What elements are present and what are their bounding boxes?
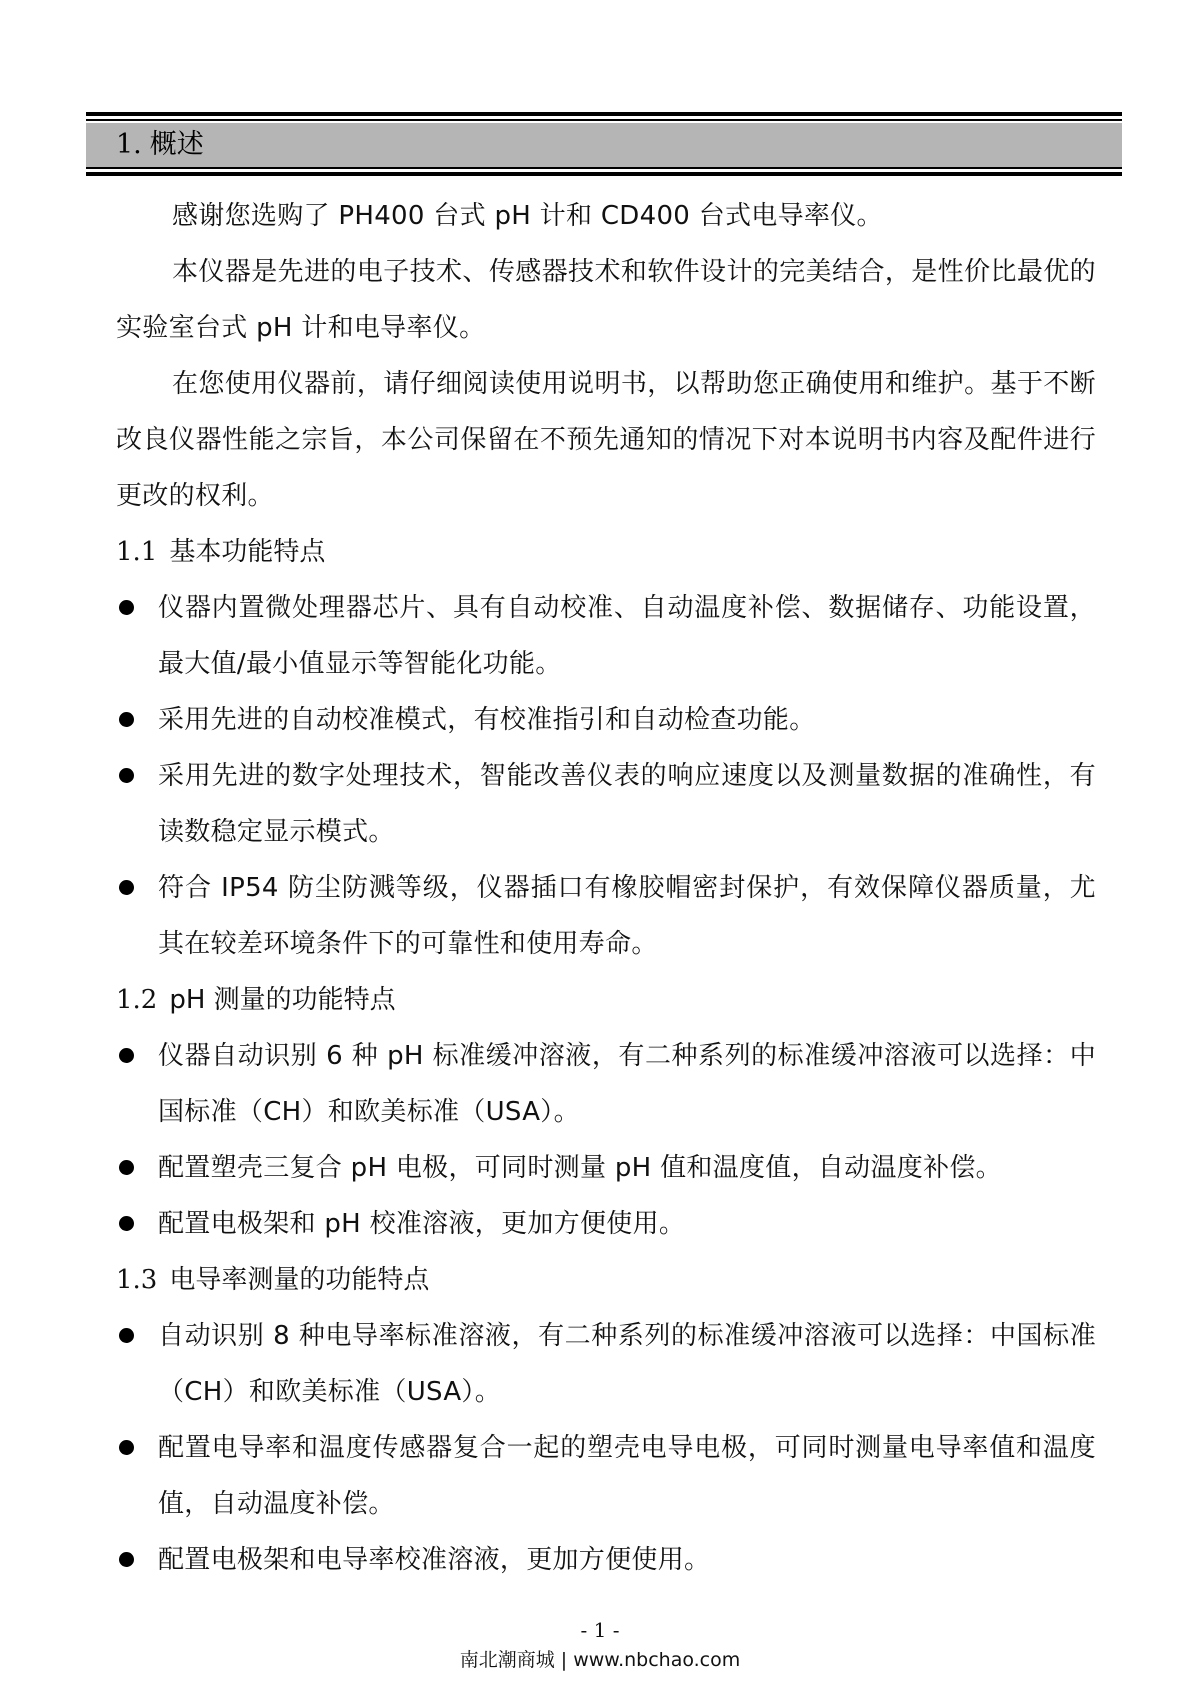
subsection-number: 1.3: [116, 1265, 158, 1295]
intro-paragraph: 本仪器是先进的电子技术、传感器技术和软件设计的完美结合，是性价比最优的实验室台式 pH 计和电导率仪。: [116, 257, 1096, 343]
subsection-heading: [116, 524, 1096, 580]
section-number: 1.: [116, 129, 142, 160]
subsection-title: pH 测量的功能特点: [169, 985, 396, 1015]
subsection-title: 电导率测量的功能特点: [169, 1265, 430, 1295]
list-item-text: 仪器内置微处理器芯片、具有自动校准、自动温度补偿、数据储存、功能设置，最大值/最小值显示等智能化功能。: [158, 593, 1096, 679]
subsection-number: 1.2: [116, 985, 158, 1015]
list-item: [116, 1028, 1096, 1140]
intro-paragraph: 感谢您选购了 PH400 台式 pH 计和 CD400 台式电导率仪。: [172, 201, 883, 231]
list-item-text: 符合 IP54 防尘防溅等级，仪器插口有橡胶帽密封保护，有效保障仪器质量，尤其在较差环境条件下的可靠性和使用寿命。: [158, 873, 1096, 959]
list-item-text: 配置塑壳三复合 pH 电极，可同时测量 pH 值和温度值，自动温度补偿。: [158, 1153, 1002, 1183]
list-item-text: 采用先进的自动校准模式，有校准指引和自动检查功能。: [158, 705, 816, 735]
bullet-dot-icon: [119, 1552, 134, 1567]
list-item: [116, 1196, 1096, 1252]
subsection-heading: [116, 972, 1096, 1028]
bullet-list: [116, 1028, 1096, 1252]
subsection-title: 基本功能特点: [169, 537, 326, 567]
header-rule-top-thin: [86, 119, 1122, 121]
subsection-heading: [116, 1252, 1096, 1308]
bullet-dot-icon: [119, 1328, 134, 1343]
list-item: [116, 1532, 1096, 1588]
list-item: [116, 1420, 1096, 1532]
list-item: [116, 692, 1096, 748]
list-item: [116, 748, 1096, 860]
list-item-text: 自动识别 8 种电导率标准溶液，有二种系列的标准缓冲溶液可以选择：中国标准（CH）和欧美标准（USA）。: [158, 1321, 1096, 1407]
section-header: [86, 112, 1122, 176]
section-title-text: 概述: [149, 129, 204, 160]
bullet-dot-icon: [119, 1160, 134, 1175]
page-content: [116, 188, 1096, 1588]
bullet-dot-icon: [119, 1048, 134, 1063]
list-item: [116, 1140, 1096, 1196]
list-item-text: 配置电极架和 pH 校准溶液，更加方便使用。: [158, 1209, 686, 1239]
footer-site-link[interactable]: 南北潮商城 | www.nbchao.com: [459, 1649, 741, 1671]
bullet-dot-icon: [119, 1440, 134, 1455]
bullet-list: [116, 1308, 1096, 1588]
header-rule-bottom-thin: [86, 167, 1122, 169]
header-band: [86, 123, 1122, 167]
list-item-text: 仪器自动识别 6 种 pH 标准缓冲溶液，有二种系列的标准缓冲溶液可以选择：中国标准（CH）和欧美标准（USA）。: [158, 1041, 1096, 1127]
list-item: [116, 580, 1096, 692]
list-item-text: 配置电极架和电导率校准溶液，更加方便使用。: [158, 1545, 711, 1575]
list-item-text: 采用先进的数字处理技术，智能改善仪表的响应速度以及测量数据的准确性，有读数稳定显示模式。: [158, 761, 1096, 847]
list-item: [116, 1308, 1096, 1420]
page-number: - 1 -: [580, 1618, 620, 1642]
header-rule-top-thick: [86, 112, 1122, 116]
list-item: [116, 860, 1096, 972]
bullet-dot-icon: [119, 600, 134, 615]
intro-paragraph: 在您使用仪器前，请仔细阅读使用说明书，以帮助您正确使用和维护。基于不断改良仪器性能之宗旨，本公司保留在不预先通知的情况下对本说明书内容及配件进行更改的权利。: [116, 369, 1096, 511]
list-item-text: 配置电导率和温度传感器复合一起的塑壳电导电极，可同时测量电导率值和温度值，自动温度补偿。: [158, 1433, 1096, 1519]
bullet-dot-icon: [119, 1216, 134, 1231]
subsection-number: 1.1: [116, 537, 158, 567]
bullet-dot-icon: [119, 880, 134, 895]
section-title: [116, 127, 204, 163]
bullet-dot-icon: [119, 768, 134, 783]
bullet-list: [116, 580, 1096, 972]
header-rule-bottom-thick: [86, 172, 1122, 176]
bullet-dot-icon: [119, 712, 134, 727]
